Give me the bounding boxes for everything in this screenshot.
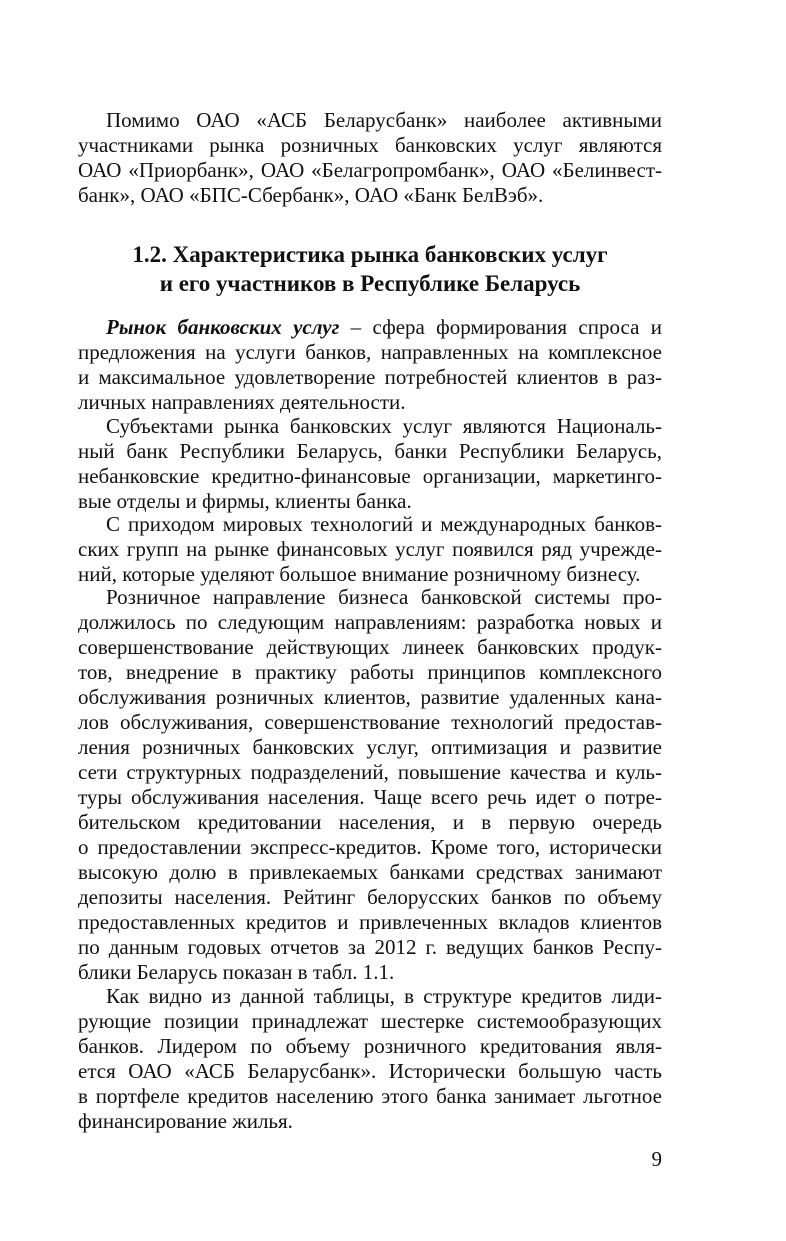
text-line: должилось по следующим направлениям: разработка новых и xyxy=(78,610,662,634)
text-line: банков. Лидером по объему розничного кредитования явля- xyxy=(78,1034,662,1058)
text-line: рующие позиции принадлежат шестерке системообразующих xyxy=(78,1009,662,1033)
text-line: Субъектами рынка банковских услуг являются Националь- xyxy=(106,414,662,438)
text-line: ный банк Республики Беларусь, банки Республики Беларусь, xyxy=(78,439,662,463)
section-heading-line: и его участников в Республике Беларусь xyxy=(159,271,581,296)
page-number: 9 xyxy=(651,1147,662,1171)
text-line: банк», ОАО «БПС-Сбербанк», ОАО «Банк БелВэб». xyxy=(78,183,544,207)
definition-text: – сфера формирования спроса и xyxy=(339,315,662,339)
defined-term: Рынок банковских услуг xyxy=(106,315,340,339)
text-line: предложения на услуги банков, направленных на комплексное xyxy=(78,340,662,364)
text-line: ления розничных банковских услуг, оптимизация и развитие xyxy=(78,735,662,759)
text-line: по данным годовых отчетов за 2012 г. ведущих банков Респу- xyxy=(78,935,662,959)
text-line: сети структурных подразделений, повышение качества и куль- xyxy=(78,760,662,784)
text-line: личных направлениях деятельности. xyxy=(78,390,406,414)
text-line: бительском кредитовании населения, и в первую очередь xyxy=(78,810,662,834)
text-line: обслуживания розничных клиентов, развитие удаленных кана- xyxy=(78,685,662,709)
text-line: Помимо ОАО «АСБ Беларусбанк» наиболее активными xyxy=(106,108,662,132)
text-line: ний, которые уделяют большое внимание розничному бизнесу. xyxy=(78,562,641,586)
text-line: финансирование жилья. xyxy=(78,1109,293,1133)
text-line: Как видно из данной таблицы, в структуре кредитов лиди- xyxy=(106,984,662,1008)
text-line: тов, внедрение в практику работы принципов комплексного xyxy=(78,660,662,684)
text-line: блики Беларусь показан в табл. 1.1. xyxy=(78,960,395,984)
text-line: предоставленных кредитов и привлеченных вкладов клиентов xyxy=(78,910,662,934)
text-line: С приходом мировых технологий и международных банков- xyxy=(106,512,662,536)
text-line: ских групп на рынке финансовых услуг появился ряд учрежде- xyxy=(78,537,662,561)
text-line: в портфеле кредитов населению этого банка занимает льготное xyxy=(78,1084,662,1108)
section-heading-line: 1.2. Характеристика рынка банковских услуг xyxy=(132,242,608,267)
text-line: вые отделы и фирмы, клиенты банка. xyxy=(78,489,412,513)
text-line: и максимальное удовлетворение потребностей клиентов в раз- xyxy=(78,365,662,389)
text-line: ется ОАО «АСБ Беларусбанк». Исторически большую часть xyxy=(78,1059,662,1083)
text-line: туры обслуживания населения. Чаще всего речь идет о потре- xyxy=(78,785,662,809)
text-line: лов обслуживания, совершенствование технологий предостав- xyxy=(78,710,662,734)
text-line: Розничное направление бизнеса банковской системы про- xyxy=(106,585,662,609)
text-line: о предоставлении экспресс-кредитов. Кроме того, исторически xyxy=(78,835,662,859)
text-line: небанковские кредитно-финансовые организации, маркетинго- xyxy=(78,464,662,488)
text-line: депозиты населения. Рейтинг белорусских банков по объему xyxy=(78,885,662,909)
text-line: высокую долю в привлекаемых банками средствах занимают xyxy=(78,860,662,884)
definition-first-line xyxy=(106,315,662,340)
text-line: участниками рынка розничных банковских услуг являются xyxy=(78,133,662,157)
text-line: совершенствование действующих линеек банковских продук- xyxy=(78,635,662,659)
text-line: ОАО «Приорбанк», ОАО «Белагропромбанк», ОАО «Белинвест- xyxy=(78,158,662,182)
